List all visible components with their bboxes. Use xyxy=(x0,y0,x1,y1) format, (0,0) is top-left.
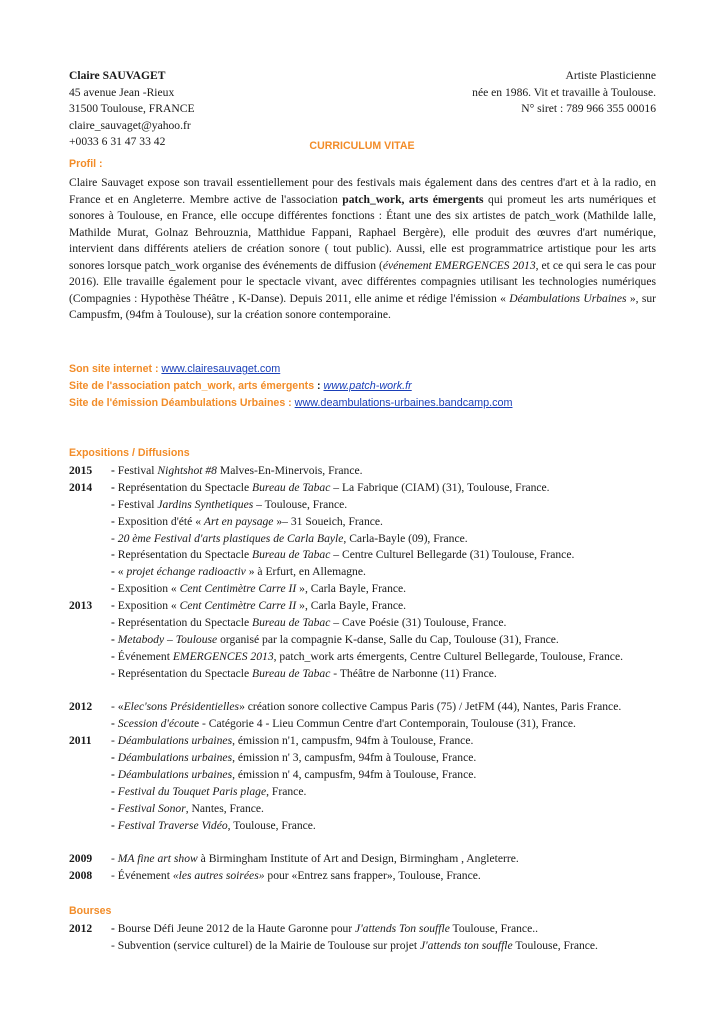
year: 2012 xyxy=(69,922,93,935)
cv-title: CURRICULUM VITAE xyxy=(309,140,415,152)
list-item: - Représentation du Spectacle Bureau de Tabac – Cave Poésie (31) Toulouse, France. xyxy=(111,616,507,630)
list-item: 2014 - Représentation du Spectacle Bureau de Tabac – La Fabrique (CIAM) (31), Toulouse, France. xyxy=(69,480,669,497)
siret: N° siret : 789 966 355 00016 xyxy=(521,102,656,115)
year: 2009 xyxy=(69,852,93,866)
site-link[interactable]: www.clairesauvaget.com xyxy=(161,363,281,375)
phone: +0033 6 31 47 33 42 xyxy=(69,135,166,148)
list-item: 2012 - «Elec'sons Présidentielles» création sonore collective Campus Paris (75) / JetFM (44), Nantes, Paris France. xyxy=(69,699,669,716)
list-item: - Représentation du Spectacle Bureau de Tabac – Centre Culturel Bellegarde (31) Toulouse, France. xyxy=(111,548,575,562)
profil-p3: , et ce qui sera le cas pour 2016). Elle travaille également pour le spectacle vivant, avec différentes compagnies utilisant les technologies numériques (Compagnies : Hypothèse Théâtre , K-Danse). Depuis 2011, elle anime et rédige l'émission « xyxy=(69,258,656,305)
emission-label: Site de l'émission Déambulations Urbaines : xyxy=(69,397,295,409)
list-item: 2008 - Événement «les autres soirées» pour «Entrez sans frapper», Toulouse, France. xyxy=(69,868,669,885)
asso-link[interactable]: www.patch-work.fr xyxy=(323,380,412,392)
role: Artiste Plasticienne xyxy=(565,69,656,82)
list-item: - « projet échange radioactiv » à Erfurt, en Allemagne. xyxy=(111,565,366,579)
list-item: - Festival du Touquet Paris plage, France. xyxy=(111,784,307,798)
birth-info: née en 1986. Vit et travaille à Toulouse. xyxy=(472,85,656,99)
list-item: 2009 - MA fine art show à Birmingham Institute of Art and Design, Birmingham , Angleterre. xyxy=(69,851,669,868)
year: 2008 xyxy=(69,869,93,883)
profil-emission: Déambulations Urbaines xyxy=(509,291,627,305)
info-block xyxy=(336,68,656,118)
bourses-heading: Bourses xyxy=(69,905,112,917)
profil-asso: patch_work, arts émergents xyxy=(342,192,484,206)
asso-sep: : xyxy=(314,380,324,392)
list-item: - Metabody – Toulouse organisé par la compagnie K-danse, Salle du Cap, Toulouse (31), France. xyxy=(111,632,559,646)
asso-line xyxy=(69,378,656,395)
year: 2014 xyxy=(69,480,93,494)
profil-p1: Claire Sauvaget expose son travail essentiellement pour des festivals mais également dans des centres d'art et à la radio, en France et en Angleterre. Membre active de l'association xyxy=(69,176,656,206)
person-name: Claire SAUVAGET xyxy=(69,69,166,82)
year: 2013 xyxy=(69,599,93,613)
expositions-heading: Expositions / Diffusions xyxy=(69,447,190,459)
list-item: - Exposition d'été « Art en paysage »– 31 Soueich, France. xyxy=(111,514,383,528)
asso-label: Site de l'association patch_work, arts émergents xyxy=(69,380,315,392)
profil-event: événement EMERGENCES 2013 xyxy=(382,258,536,272)
list-item: - Exposition « Cent Centimètre Carre II », Carla Bayle, France. xyxy=(111,582,407,596)
address-line-2: 31500 Toulouse, FRANCE xyxy=(69,102,195,115)
list-item: - Événement EMERGENCES 2013, patch_work arts émergents, Centre Culturel Bellegarde, Toulouse, France. xyxy=(111,649,623,663)
profil-p2: qui promeut les arts numériques et sonores à Toulouse, en France, elle occupe différentes fonctions : Étant une des six artistes de patch_work (Mathilde lalle, Mathilde Murat, Golnaz Behrouznia, Matthidue Fappani, Raphael Bergère), elle produit des œuvres d'art numérique, intervient dans différents ateliers de création sonore ( tout public). Aussi, elle est programmatrice artistique pour les arts sonores lorsque patch_work organise des événements de diffusion ( xyxy=(69,192,656,272)
list-item: - Festival Sonor, Nantes, France. xyxy=(111,801,264,815)
contact-block xyxy=(69,68,369,151)
site-label: Son site internet : xyxy=(69,363,162,375)
year: 2012 xyxy=(69,700,93,714)
emission-line xyxy=(69,395,656,412)
site-line xyxy=(69,361,656,378)
list-item: - Festival Jardins Synthetiques – Toulouse, France. xyxy=(111,497,348,511)
year: 2015 xyxy=(69,464,93,477)
links-block xyxy=(69,361,656,412)
list-item: - Représentation du Spectacle Bureau de Tabac - Théâtre de Narbonne (11) France. xyxy=(111,666,497,680)
list-item: - 20 ème Festival d'arts plastiques de Carla Bayle, Carla-Bayle (09), France. xyxy=(111,531,468,545)
list-item: - Scession d'écoute - Catégorie 4 - Lieu Commun Centre d'art Contemporain, Toulouse (31), France. xyxy=(111,717,576,731)
list-item: - Déambulations urbaines, émission n' 4, campusfm, 94fm à Toulouse, France. xyxy=(111,768,477,782)
list-item: 2013 - Exposition « Cent Centimètre Carre II », Carla Bayle, France. xyxy=(69,598,669,615)
list-item: - Déambulations urbaines, émission n' 3, campusfm, 94fm à Toulouse, France. xyxy=(111,751,477,765)
bourses-list xyxy=(69,921,669,955)
emission-link[interactable]: www.deambulations-urbaines.bandcamp.com xyxy=(294,397,513,409)
address-line-1: 45 avenue Jean -Rieux xyxy=(69,85,175,99)
profil-heading: Profil : xyxy=(69,158,103,170)
list-item: 2015 - Festival Nightshot #8 Malves-En-Minervois, France. xyxy=(69,463,669,480)
expositions-list xyxy=(69,463,669,885)
list-item: 2011 - Déambulations urbaines, émission n'1, campusfm, 94fm à Toulouse, France. xyxy=(69,733,669,750)
list-item: - Festival Traverse Vidéo, Toulouse, France. xyxy=(111,818,316,832)
profil-p4: », sur Campusfm, (94fm à Toulouse), sur la création sonore contemporaine. xyxy=(69,291,656,321)
list-item: - Subvention (service culturel) de la Mairie de Toulouse sur projet J'attends ton souffle Toulouse, France. xyxy=(111,938,598,952)
year: 2011 xyxy=(69,734,92,748)
profil-text xyxy=(69,175,656,324)
list-item: 2012 - Bourse Défi Jeune 2012 de la Haute Garonne pour J'attends Ton souffle Toulouse, France.. xyxy=(69,921,669,938)
email: claire_sauvaget@yahoo.fr xyxy=(69,118,191,132)
